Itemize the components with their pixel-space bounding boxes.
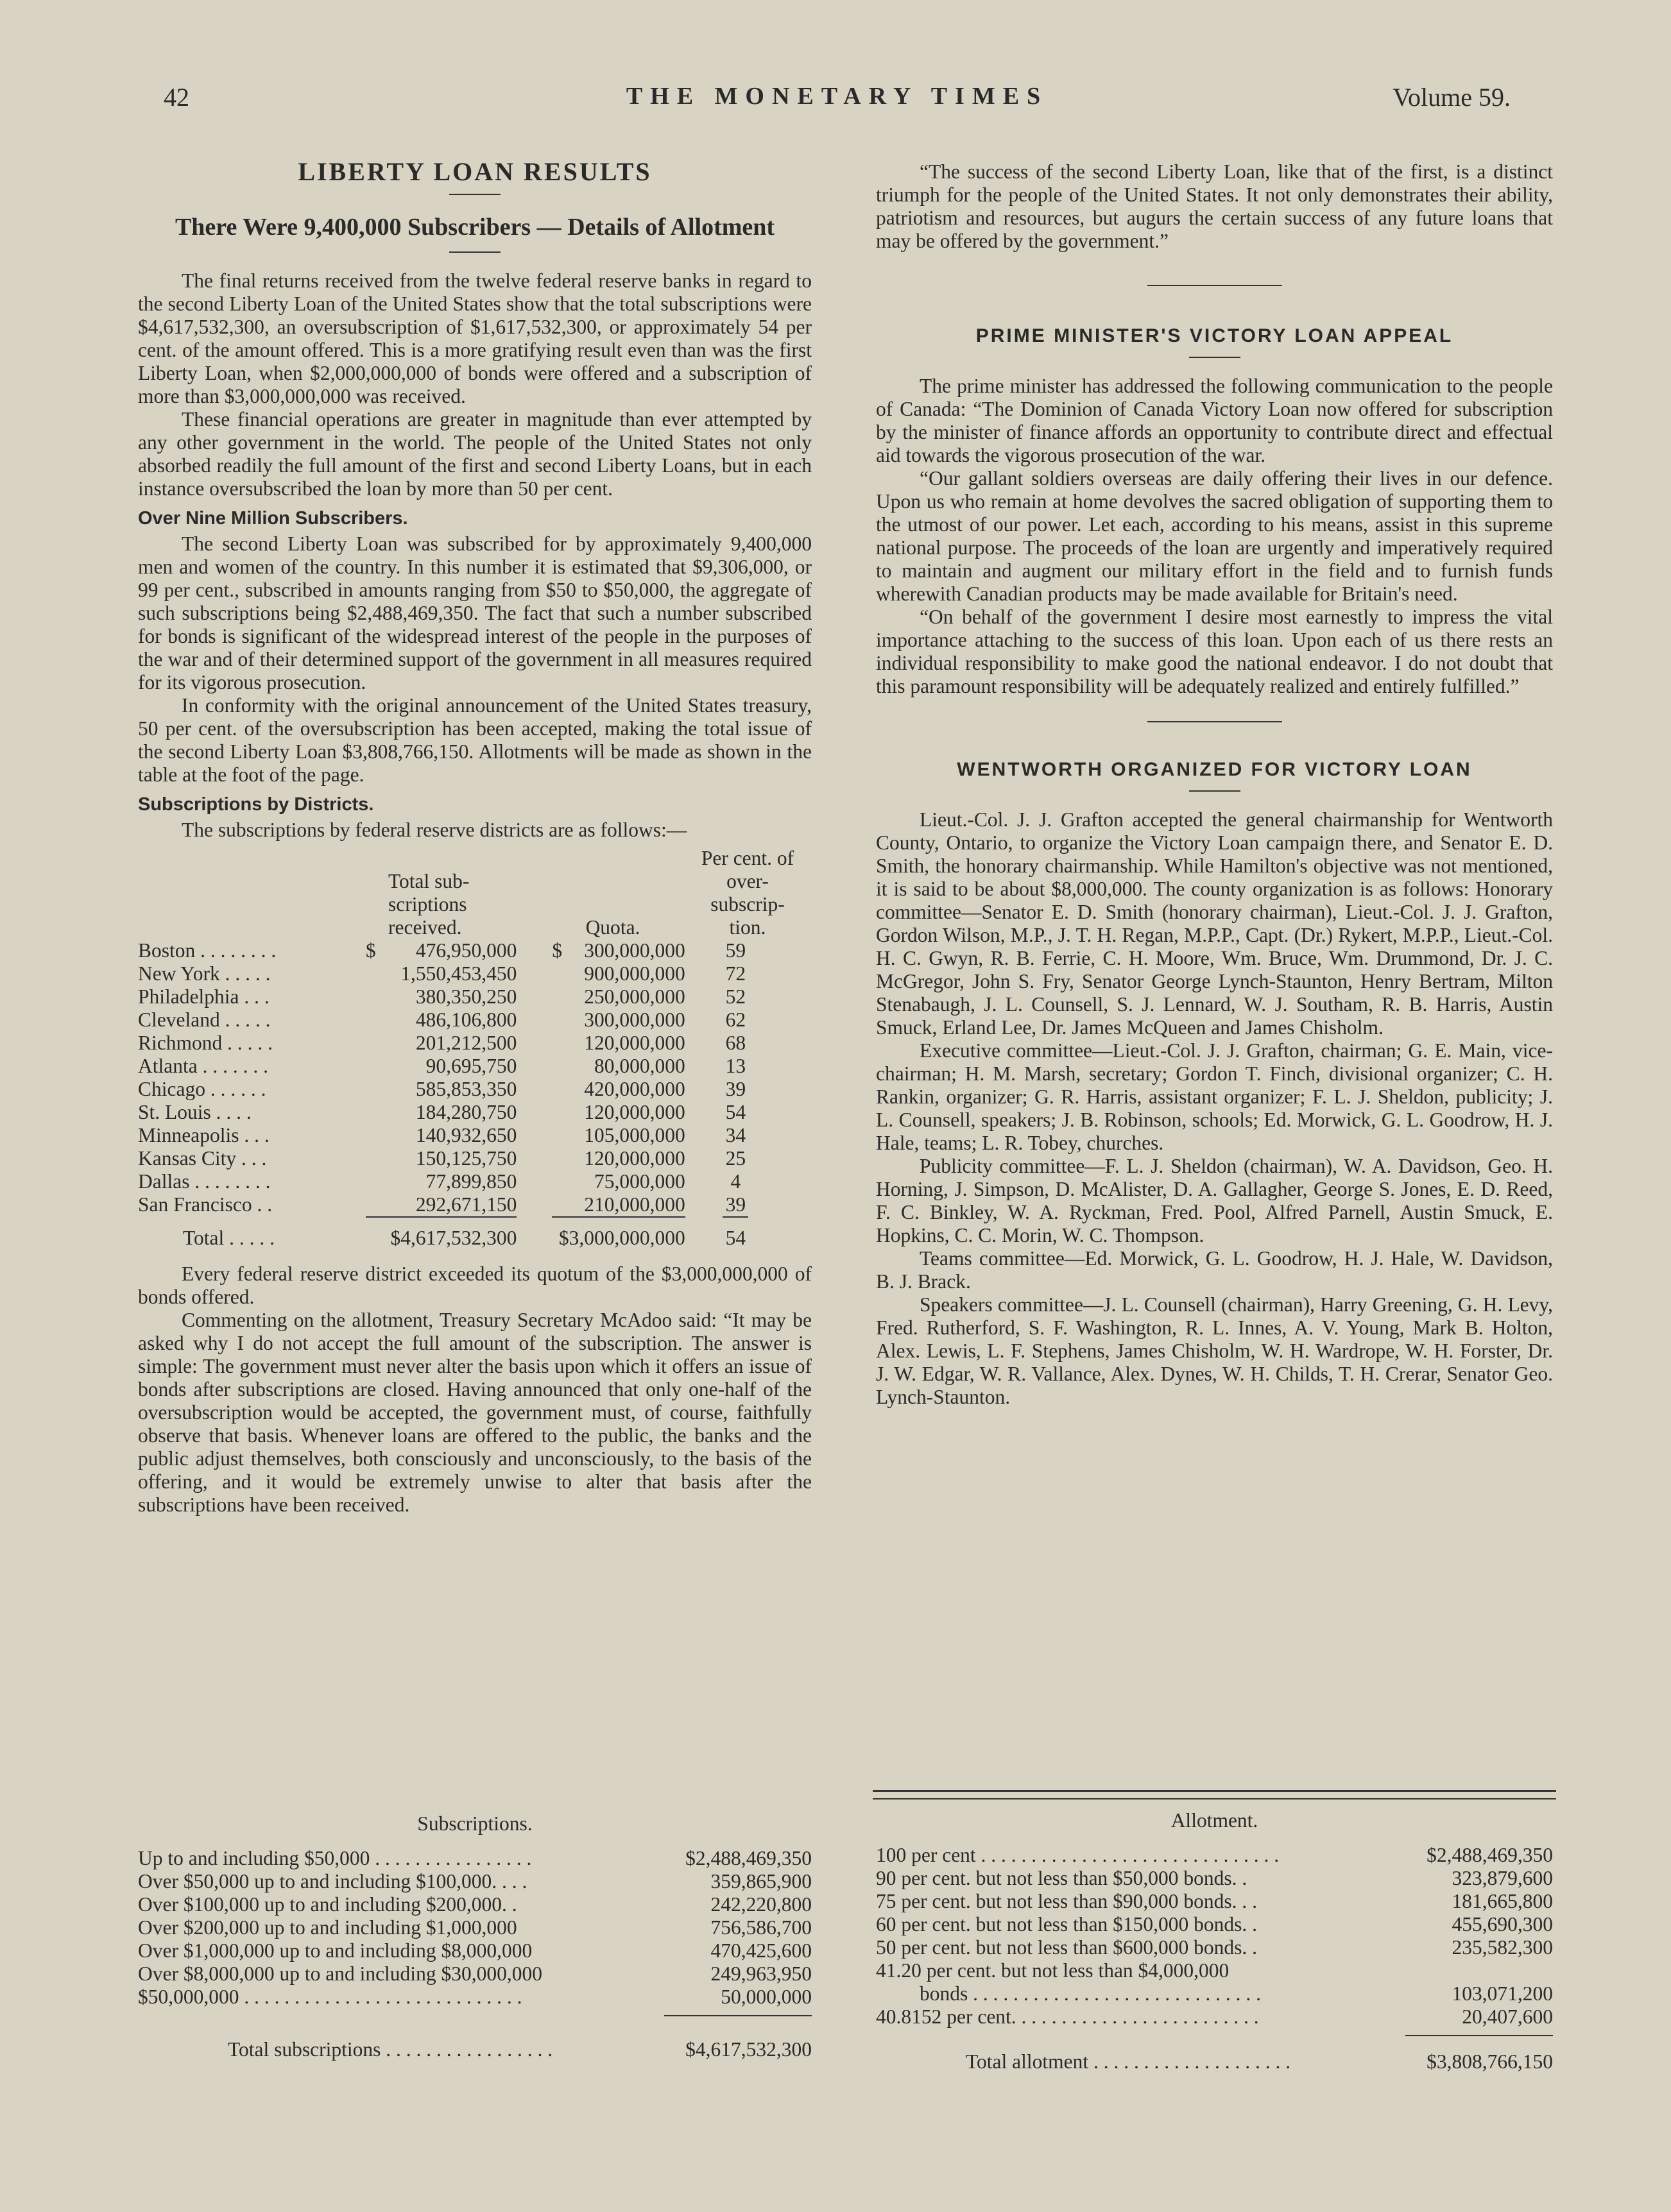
total-subscriptions-label: Total subscriptions . . . . . . . . . . . . . . . . . [228, 2038, 553, 2061]
quota-value: 300,000,000 [584, 939, 685, 962]
divider [1147, 721, 1282, 722]
table-row [138, 1124, 786, 1147]
list-item [876, 1959, 1553, 1982]
district-name: Cleveland . . . . . [138, 1008, 271, 1031]
paragraph: “Our gallant soldiers overseas are daily offering their lives in our defence. Upon us who remain at home devolves the sacred obligation of supporting them to the utmost of our power. Let each, according to his means, assist in this supreme national purpose. The proceeds of the loan are urgently and imperatively required to maintain and augment our military effort in the field and to furnish funds wherewith Canadian products may be made available for Britain's need. [876, 467, 1553, 605]
received-value: 201,212,500 [415, 1032, 517, 1054]
allotment-total-row [876, 2050, 1553, 2073]
district-received [359, 985, 517, 1008]
running-header [164, 82, 1511, 121]
row-value: 181,665,800 [1452, 1890, 1553, 1912]
table-row [138, 939, 786, 962]
row-value: 323,879,600 [1452, 1867, 1553, 1889]
district-quota [517, 1101, 685, 1124]
list-item [876, 1936, 1553, 1959]
received-value: 140,932,650 [415, 1124, 517, 1146]
allotment-table [876, 1809, 1553, 2073]
divider [449, 194, 501, 195]
paragraph: Publicity committee—F. L. J. Sheldon (chairman), W. A. Davidson, Geo. H. Horning, J. Simpson, D. McAlister, D. A. Gallagher, George S. Jones, E. D. Reed, F. C. Binkley, W. A. Ryckman, Fred. Pool, Alfred Parnell, Austin Smuck, E. Hopkins, C. C. Morin, W. C. Thompson. [876, 1155, 1553, 1246]
row-label: 60 per cent. but not less than $150,000 bonds. . [876, 1913, 1258, 1936]
district-quota [517, 1170, 685, 1193]
row-value: $2,488,469,350 [685, 1847, 812, 1869]
header-received: Total sub- scriptions received. [388, 870, 470, 939]
page-number: 42 [164, 83, 189, 112]
district-percent: 62 [725, 1008, 746, 1031]
total-percent: 54 [725, 1227, 746, 1249]
row-label: Over $100,000 up to and including $200,000. . [138, 1893, 517, 1916]
paragraph: “On behalf of the government I desire most earnestly to impress the vital importance attaching to the success of this loan. Upon each of us there rests an individual responsibility to make good the national endeavor. I do not doubt that this paramount responsibility will be adequately realized and entirely fulfilled.” [876, 606, 1553, 697]
table-row [138, 962, 786, 985]
district-percent: 4 [730, 1170, 741, 1193]
total-label: Total . . . . . [183, 1227, 275, 1249]
district-received [359, 1055, 517, 1078]
section-heading: Over Nine Million Subscribers. [138, 508, 408, 529]
districts-table [138, 847, 812, 1250]
received-value: 184,280,750 [415, 1101, 517, 1123]
quota-value: 80,000,000 [594, 1055, 685, 1077]
table-row [138, 1101, 786, 1124]
right-column [876, 160, 1553, 1409]
district-name: San Francisco . . [138, 1193, 273, 1216]
quota-value: 900,000,000 [584, 962, 685, 985]
district-percent: 52 [725, 985, 746, 1008]
row-value: 50,000,000 [721, 1986, 812, 2008]
district-name: Chicago . . . . . . [138, 1078, 266, 1100]
sum-rule [1405, 2035, 1553, 2036]
district-quota [517, 1008, 685, 1032]
list-item [138, 1939, 812, 1962]
district-quota [517, 1078, 685, 1101]
divider [1189, 790, 1240, 792]
received-value: 585,853,350 [415, 1078, 517, 1100]
table-total-row [138, 1218, 786, 1250]
currency-sign: $ [365, 939, 376, 962]
table-row [138, 1055, 786, 1078]
district-quota [517, 1124, 685, 1147]
district-name: Minneapolis . . . [138, 1124, 270, 1146]
paragraph: Teams committee—Ed. Morwick, G. L. Goodrow, H. J. Hale, W. Davidson, B. J. Brack. [876, 1247, 1553, 1293]
header-quota: Quota. [585, 916, 640, 939]
total-subscriptions-value: $4,617,532,300 [685, 2038, 812, 2061]
row-value: 470,425,600 [710, 1939, 812, 1962]
received-value: 90,695,750 [425, 1055, 517, 1077]
sum-rule [664, 2015, 812, 2016]
quota-value: 120,000,000 [584, 1101, 685, 1123]
list-item [138, 1916, 812, 1939]
district-quota [517, 985, 685, 1008]
received-value: 476,950,000 [415, 939, 517, 962]
row-value: 455,690,300 [1452, 1913, 1553, 1936]
received-value: 486,106,800 [415, 1008, 517, 1031]
paragraph: Commenting on the allotment, Treasury Secretary McAdoo said: “It may be asked why I do not accept the full amount of the subscription. The answer is simple: The government must never alter the basis upon which it offers an issue of bonds after subscriptions are closed. Having announced that only one-half of the oversubscription would be accepted, the government must, of course, faithfully observe that basis. Whenever loans are offered to the public, the banks and the public adjust themselves, both consciously and unconsciously, to the basis of the offering, and it would be extremely unwise to alter that basis after the subscriptions have been received. [138, 1309, 812, 1516]
row-label: 40.8152 per cent. . . . . . . . . . . . . . . . . . . . . . . . . [876, 2005, 1259, 2028]
row-value: 242,220,800 [710, 1893, 812, 1916]
table-row [138, 1170, 786, 1193]
table-row [138, 1032, 786, 1055]
divider [449, 251, 501, 253]
double-rule-divider [873, 1790, 1556, 1799]
list-item [876, 1867, 1553, 1890]
district-received [359, 1008, 517, 1032]
list-item [876, 1913, 1553, 1936]
quota-value: 120,000,000 [584, 1147, 685, 1170]
district-name: Boston . . . . . . . . [138, 939, 277, 962]
district-received [359, 962, 517, 985]
quota-value: 210,000,000 [584, 1193, 685, 1216]
row-label: 100 per cent . . . . . . . . . . . . . . . . . . . . . . . . . . . . . . [876, 1844, 1280, 1866]
quota-value: 300,000,000 [584, 1008, 685, 1031]
article-title-prime-minister: PRIME MINISTER'S VICTORY LOAN APPEAL [975, 325, 1453, 346]
subscriptions-caption: Subscriptions. [417, 1812, 533, 1835]
district-received [359, 1147, 517, 1170]
total-allotment-value: $3,808,766,150 [1427, 2050, 1553, 2073]
paragraph: “The success of the second Liberty Loan, like that of the first, is a distinct triumph for the people of the United States. It not only demonstrates their ability, patriotism and resources, but augurs the certain success of any future loans that may be offered by the government.” [876, 160, 1553, 252]
row-label: Over $200,000 up to and including $1,000,000 [138, 1916, 517, 1939]
district-quota [517, 1147, 685, 1170]
total-allotment-label: Total allotment . . . . . . . . . . . . . . . . . . . . [966, 2050, 1291, 2073]
district-received [359, 1032, 517, 1055]
list-item [138, 1870, 812, 1893]
row-value: 756,586,700 [710, 1916, 812, 1939]
total-quota: $3,000,000,000 [558, 1227, 685, 1249]
section-heading: Subscriptions by Districts. [138, 794, 374, 815]
paragraph: Lieut.-Col. J. J. Grafton accepted the general chairmanship for Wentworth County, Ontario, to organize the Victory Loan campaign there, and Senator E. D. Smith, the honorary chairmanship. While Hamilton's objective was not mentioned, it is said to be about $8,000,000. The county organization is as follows: Honorary committee—Senator E. D. Smith (honorary chairman), Lieut.-Col. J. J. Grafton, Gordon Wilson, M.P., J. T. H. Regan, M.P.P., Capt. (Dr.) Rykert, M.P.P., Lieut.-Col. H. C. Gwyn, R. B. Ferrie, C. H. Moore, Wm. Bruce, Wm. Drummond, Dr. J. C. McGregor, John S. Fry, Senator George Lynch-Staunton, Henry Bertram, Milton Stenabaugh, J. L. Counsell, S. J. Lennard, W. J. Southam, R. B. Harris, Austin Smuck, Erland Lee, Dr. James McQueen and James Chisholm. [876, 808, 1553, 1039]
row-value: 235,582,300 [1452, 1936, 1553, 1959]
left-column [138, 157, 812, 1517]
table-header [138, 847, 812, 939]
district-name: St. Louis . . . . [138, 1101, 252, 1123]
total-received: $4,617,532,300 [390, 1227, 517, 1249]
quota-value: 75,000,000 [594, 1170, 685, 1193]
row-value: $2,488,469,350 [1427, 1844, 1553, 1866]
paragraph: The final returns received from the twelve federal reserve banks in regard to the second Liberty Loan of the United States show that the total subscriptions were $4,617,532,300, an oversubscription of $1,617,532,300, or approximately 54 per cent. of the amount offered. This is a more gratifying result even than was the first Liberty Loan, when $2,000,000,000 of bonds were offered and a subscription of more than $3,000,000,000 was received. [138, 269, 812, 407]
district-name: Kansas City . . . [138, 1147, 267, 1170]
currency-sign: $ [552, 939, 563, 962]
volume-label: Volume 59. [1392, 83, 1511, 112]
list-item [138, 1986, 812, 2009]
district-name: Dallas . . . . . . . . [138, 1170, 271, 1193]
district-percent: 59 [725, 939, 746, 962]
article-subtitle: There Were 9,400,000 Subscribers — Details of Allotment [175, 214, 775, 241]
district-name: New York . . . . . [138, 962, 271, 985]
row-label: Over $8,000,000 up to and including $30,000,000 [138, 1962, 542, 1985]
district-percent: 34 [725, 1124, 746, 1146]
paragraph: The subscriptions by federal reserve districts are as follows:— [182, 819, 687, 841]
divider [1147, 285, 1282, 286]
district-quota [517, 1032, 685, 1055]
row-label: bonds . . . . . . . . . . . . . . . . . . . . . . . . . . . . . [920, 1982, 1262, 2005]
paragraph: In conformity with the original announcement of the United States treasury, 50 per cent. of the oversubscription has been accepted, making the total issue of the second Liberty Loan $3,808,766,150. Allotments will be made as shown in the table at the foot of the page. [138, 694, 812, 786]
district-received [359, 1170, 517, 1193]
quota-value: 105,000,000 [584, 1124, 685, 1146]
received-value: 150,125,750 [415, 1147, 517, 1170]
district-percent: 72 [725, 962, 746, 985]
subscriptions-total-row [138, 2038, 812, 2061]
list-item [138, 1847, 812, 1870]
district-received [359, 1193, 517, 1216]
received-value: 380,350,250 [415, 985, 517, 1008]
paragraph: The prime minister has addressed the following communication to the people of Canada: “The Dominion of Canada Victory Loan now offered for subscription by the minister of finance affords an opportunity to contribute direct and effectual aid towards the vigorous prosecution of the war. [876, 375, 1553, 466]
row-label: 41.20 per cent. but not less than $4,000,000 [876, 1959, 1230, 1982]
district-percent: 39 [725, 1078, 746, 1100]
row-label: Up to and including $50,000 . . . . . . . . . . . . . . . . [138, 1847, 532, 1869]
district-quota [517, 1193, 685, 1216]
district-received [359, 1078, 517, 1101]
list-item [876, 1890, 1553, 1913]
district-name: Philadelphia . . . [138, 985, 270, 1008]
quota-value: 120,000,000 [584, 1032, 685, 1054]
list-item [876, 1982, 1553, 2005]
district-received [359, 1101, 517, 1124]
received-value: 292,671,150 [415, 1193, 517, 1216]
table-row [138, 985, 786, 1008]
paragraph: These financial operations are greater in magnitude than ever attempted by any other government in the world. The people of the United States not only absorbed readily the full amount of the first and second Liberty Loans, but in each instance oversubscribed the loan by more than 50 per cent. [138, 408, 812, 500]
list-item [138, 1893, 812, 1916]
publication-title: THE MONETARY TIMES [626, 83, 1049, 110]
district-received [359, 1124, 517, 1147]
row-value: 103,071,200 [1452, 1982, 1553, 2005]
district-percent: 25 [725, 1147, 746, 1170]
row-value: 20,407,600 [1462, 2005, 1553, 2028]
allotment-caption: Allotment. [1170, 1809, 1258, 1832]
paragraph: Executive committee—Lieut.-Col. J. J. Grafton, chairman; G. E. Main, vice-chairman; H. M. Marsh, secretary; Gordon T. Finch, divisional organizer; C. H. Rankin, organizer; G. R. Harris, assistant organizer; F. L. J. Sheldon, publicity; J. L. Counsell, speakers; J. B. Robinson, schools; Ed. Morwick, G. L. Goodrow, H. J. Hale, teams; L. R. Tobey, churches. [876, 1039, 1553, 1154]
district-quota [517, 1055, 685, 1078]
article-title-liberty-loan: LIBERTY LOAN RESULTS [298, 157, 652, 186]
district-name: Atlanta . . . . . . . [138, 1055, 268, 1077]
district-percent: 39 [725, 1193, 746, 1216]
header-percent: Per cent. of over- subscrip- tion. [701, 847, 794, 939]
district-name: Richmond . . . . . [138, 1032, 273, 1054]
paragraph: Speakers committee—J. L. Counsell (chairman), Harry Greening, G. H. Levy, Fred. Rutherford, S. F. Washington, R. L. Innes, A. V. Young, Mark B. Holton, Alex. Lewis, L. F. Stephens, James Chisholm, W. H. Wardrope, W. H. Forster, Dr. J. W. Edgar, W. R. Vallance, Alex. Dynes, W. H. Childs, T. H. Crerar, Senator Geo. Lynch-Staunton. [876, 1293, 1553, 1408]
row-label: Over $1,000,000 up to and including $8,000,000 [138, 1939, 533, 1962]
districts-rows [138, 939, 786, 1250]
divider [1189, 357, 1240, 358]
received-value: 1,550,453,450 [400, 962, 517, 985]
district-percent: 54 [725, 1101, 746, 1123]
paragraph: The second Liberty Loan was subscribed for by approximately 9,400,000 men and women of the country. In this number it is estimated that $9,306,000, or 99 per cent., subscribed in amounts ranging from $50 to $50,000, the aggregate of such subscriptions being $2,488,469,350. The fact that such a number subscribed for bonds is significant of the widespread interest of the people in the purposes of the war and of their determined support of the government in all measures required for its vigorous prosecution. [138, 532, 812, 693]
quota-value: 250,000,000 [584, 985, 685, 1008]
table-row [138, 1078, 786, 1101]
paragraph: Every federal reserve district exceeded its quotum of the $3,000,000,000 of bonds offered. [138, 1263, 812, 1308]
table-row [138, 1193, 786, 1216]
list-item [138, 1962, 812, 1986]
subscriptions-table [138, 1812, 812, 2061]
district-received [359, 939, 517, 962]
article-title-wentworth: WENTWORTH ORGANIZED FOR VICTORY LOAN [957, 759, 1472, 780]
district-percent: 13 [725, 1055, 746, 1077]
district-quota [517, 962, 685, 985]
row-label: 75 per cent. but not less than $90,000 bonds. . . [876, 1890, 1258, 1912]
row-value: 359,865,900 [710, 1870, 812, 1893]
table-row [138, 1147, 786, 1170]
quota-value: 420,000,000 [584, 1078, 685, 1100]
table-row [138, 1008, 786, 1032]
row-label: 50 per cent. but not less than $600,000 bonds. . [876, 1936, 1258, 1959]
row-label: $50,000,000 . . . . . . . . . . . . . . . . . . . . . . . . . . . . [138, 1986, 522, 2008]
received-value: 77,899,850 [425, 1170, 517, 1193]
district-percent: 68 [725, 1032, 746, 1054]
district-quota [517, 939, 685, 962]
list-item [876, 2005, 1553, 2029]
row-value: 249,963,950 [710, 1962, 812, 1985]
list-item [876, 1844, 1553, 1867]
row-label: Over $50,000 up to and including $100,000. . . . [138, 1870, 527, 1893]
row-label: 90 per cent. but not less than $50,000 bonds. . [876, 1867, 1247, 1889]
